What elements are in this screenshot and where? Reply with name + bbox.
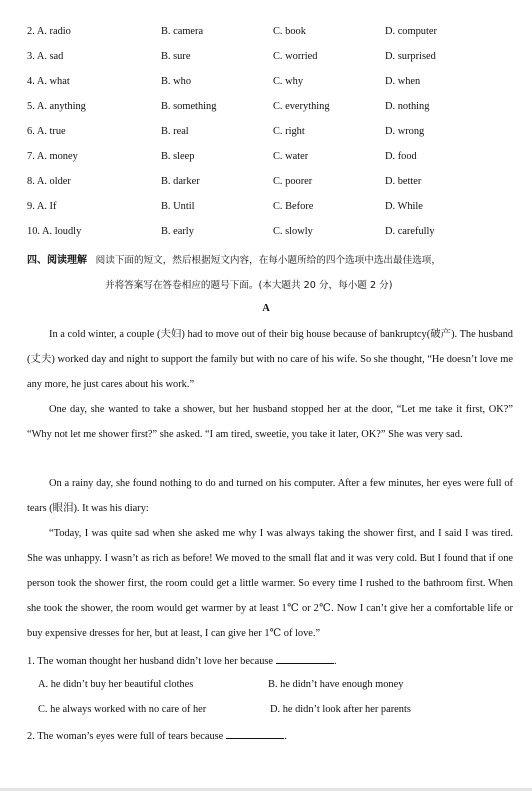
option-a: 7. A. money xyxy=(27,151,78,162)
option-a: 8. A. older xyxy=(27,176,71,187)
option-a: 9. A. If xyxy=(27,201,57,212)
question-end-mark: . xyxy=(284,731,287,742)
option-c: C. water xyxy=(273,151,309,162)
option-c: C. right xyxy=(273,126,305,137)
option-a: 6. A. true xyxy=(27,126,66,137)
option-b: B. Until xyxy=(161,201,195,212)
choice-d: D. he didn’t look after her parents xyxy=(270,704,411,715)
passage-paragraph: On a rainy day, she found nothing to do and turned on his computer. After a few minutes, her eyes were full of tears (眼泪). It was his diary: xyxy=(27,478,513,514)
option-row xyxy=(0,50,532,64)
option-c: C. poorer xyxy=(273,176,313,187)
question-2 xyxy=(27,728,287,744)
section-instruction-2: 并将答案写在答卷相应的题号下面。(本大题共 20 分，每小题 2 分) xyxy=(105,280,393,291)
passage-paragraph: In a cold winter, a couple (夫妇) had to move out of their big house because of bankruptcy(破产). The husband (丈夫) worked day and night to support the family but with no care of his wife. So she thought, “He doesn’t love me any more, he just cares about his work.” xyxy=(27,329,513,390)
choice-c: C. he always worked with no care of her xyxy=(38,704,207,715)
option-d: D. better xyxy=(385,176,422,187)
option-b: B. sure xyxy=(161,51,191,62)
option-c: C. everything xyxy=(273,101,330,112)
option-b: B. early xyxy=(161,226,194,237)
option-c: C. worried xyxy=(273,51,318,62)
option-b: B. darker xyxy=(161,176,200,187)
option-b: B. camera xyxy=(161,26,204,37)
option-c: C. Before xyxy=(273,201,314,212)
passage-heading: A xyxy=(262,303,270,314)
passage-paragraph: “Today, I was quite sad when she asked me why I was always taking the shower first, and I said I was tired. She was unhappy. I wasn’t as rich as before! We moved to the small flat and it was very cold. But I found that if one person took the shower first, the room could get a little warmer. So every time I rushed to the bathroom first. When she took the shower, the room would get warmer by at least 1℃ or 2℃. Now I can’t give her a comfortable life or buy expensive dresses for her, but at least, I can give her 1℃ of love.” xyxy=(27,528,513,639)
passage-paragraph: One day, she wanted to take a shower, but her husband stopped her at the door, “Let me take it first, OK?” “Why not let me shower first?” she asked. “I am tired, sweetie, you take it later, OK?” She was very sad. xyxy=(27,404,513,440)
option-row xyxy=(0,75,532,89)
option-b: B. something xyxy=(161,101,217,112)
question-stem: 1. The woman thought her husband didn’t love her because xyxy=(27,656,274,667)
option-a: 2. A. radio xyxy=(27,26,71,37)
section-title: 四、阅读理解 xyxy=(27,255,87,266)
option-row xyxy=(0,225,532,239)
option-row xyxy=(0,125,532,139)
choice-b: B. he didn’t have enough money xyxy=(268,679,404,690)
choice-a: A. he didn’t buy her beautiful clothes xyxy=(38,679,194,690)
option-a: 5. A. anything xyxy=(27,101,86,112)
option-d: D. nothing xyxy=(385,101,430,112)
option-d: D. While xyxy=(385,201,423,212)
option-c: C. slowly xyxy=(273,226,313,237)
question-1 xyxy=(27,653,337,669)
option-row xyxy=(0,150,532,164)
question-end-mark: . xyxy=(334,656,337,667)
option-row xyxy=(0,100,532,114)
option-d: D. surprised xyxy=(385,51,436,62)
option-b: B. sleep xyxy=(161,151,195,162)
option-b: B. real xyxy=(161,126,189,137)
option-d: D. computer xyxy=(385,26,437,37)
option-a: 4. A. what xyxy=(27,76,70,87)
option-c: C. book xyxy=(273,26,306,37)
option-d: D. when xyxy=(385,76,421,87)
option-row xyxy=(0,200,532,214)
question-stem: 2. The woman’s eyes were full of tears because xyxy=(27,731,224,742)
section-heading xyxy=(27,254,522,291)
section-instruction-1: 阅读下面的短文，然后根据短文内容，在每小题所给的四个选项中选出最佳选项， xyxy=(95,255,441,266)
option-b: B. who xyxy=(161,76,192,87)
option-a: 3. A. sad xyxy=(27,51,64,62)
option-d: D. wrong xyxy=(385,126,425,137)
answer-blank xyxy=(226,728,284,739)
answer-blank xyxy=(276,653,334,664)
option-d: D. food xyxy=(385,151,417,162)
option-d: D. carefully xyxy=(385,226,435,237)
option-c: C. why xyxy=(273,76,304,87)
option-row xyxy=(0,25,532,39)
option-row xyxy=(0,175,532,189)
option-a: 10. A. loudly xyxy=(27,226,82,237)
